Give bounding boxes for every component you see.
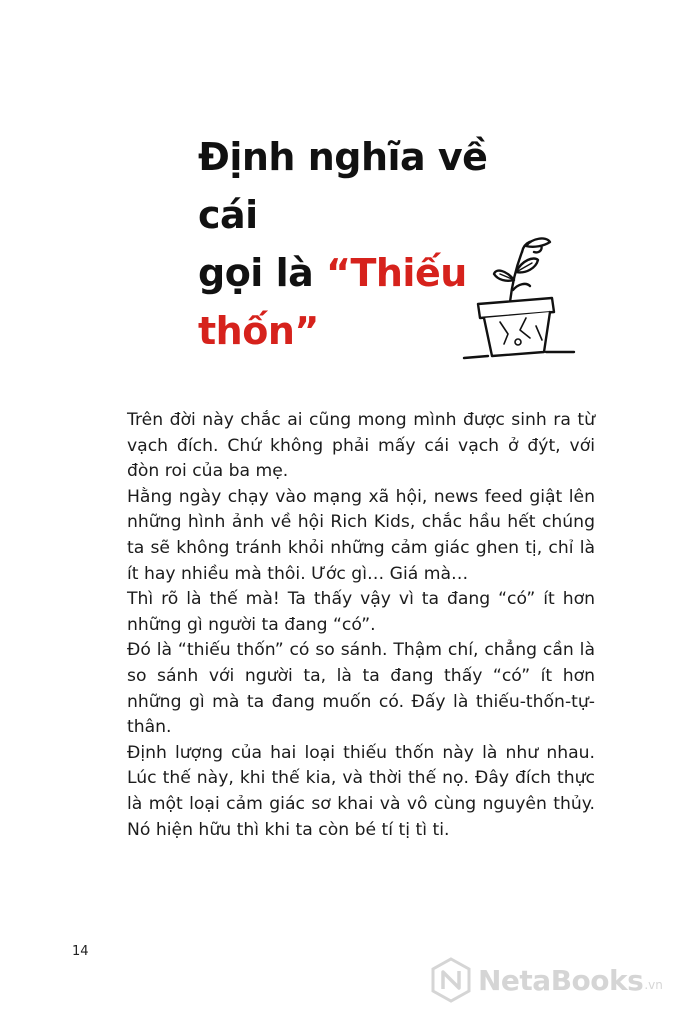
paragraph-4: Đó là “thiếu thốn” có so sánh. Thậm chí, chẳng cần là so sánh với người ta, là ta đang thấy “có” ít hơn những gì mà ta đang muốn có. Đấy là thiếu-thốn-tự-thân. — [127, 640, 595, 738]
chapter-title-line1: Định nghĩa về cái — [198, 135, 488, 237]
page-number: 14 — [72, 944, 89, 959]
paragraph-2: Hằng ngày chạy vào mạng xã hội, news feed giật lên những hình ảnh về hội Rich Kids, chắc hầu hết chúng ta sẽ không tránh khỏi những cảm giác ghen tị, chỉ là ít hay nhiều mà thôi. Ước gì… Giá mà… — [127, 486, 595, 584]
chapter-title-prefix: gọi là — [198, 251, 326, 295]
paragraph-5: Định lượng của hai loại thiếu thốn này là như nhau. Lúc thế này, khi thế kia, và thời thế nọ. Đây đích thực là một loại cảm giác sơ khai và vô cùng nguyên thủy. Nó hiện hữu thì khi ta còn bé tí tị tì ti. — [127, 742, 595, 840]
chapter-title-accent: “Thiếu thốn” — [198, 251, 467, 353]
watermark — [430, 955, 663, 1005]
paragraph-1: Trên đời này chắc ai cũng mong mình được sinh ra từ vạch đích. Chứ không phải mấy cái vạch ở đýt, với đòn roi của ba mẹ. — [127, 410, 595, 482]
netabooks-logo-icon — [430, 957, 472, 1003]
watermark-suffix: .vn — [644, 978, 663, 992]
potted-plant-illustration — [460, 230, 580, 365]
watermark-name: NetaBooks — [478, 963, 644, 997]
body-text — [127, 408, 595, 843]
paragraph-3: Thì rõ là thế mà! Ta thấy vậy vì ta đang “có” ít hơn những gì người ta đang “có”. — [127, 589, 595, 635]
